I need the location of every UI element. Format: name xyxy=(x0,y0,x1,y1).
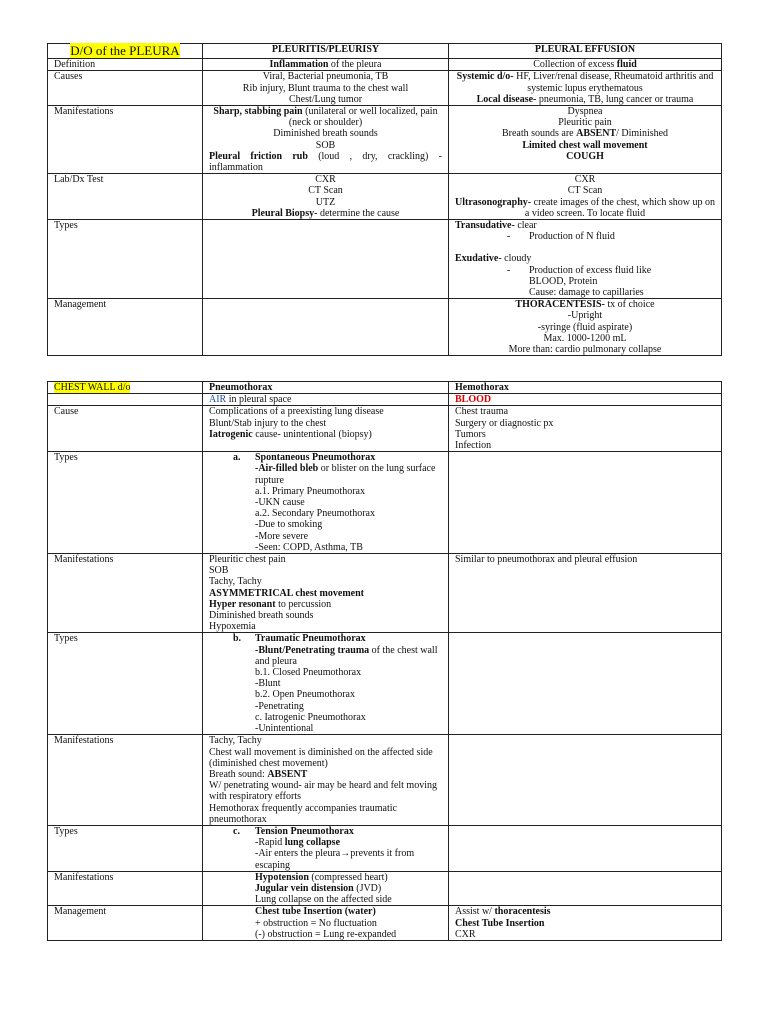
types-row xyxy=(48,220,722,299)
row-label: Types xyxy=(48,633,203,735)
manifestations-c-row xyxy=(48,871,722,906)
row-label: Management xyxy=(48,906,203,941)
labdx-row xyxy=(48,174,722,220)
chestwall-title: CHEST WALL d/o xyxy=(54,382,131,393)
row-label: Types xyxy=(48,825,203,871)
manifestations-row xyxy=(48,106,722,174)
chestwall-management-row xyxy=(48,906,722,941)
pneumothorax-cause: Complications of a preexisting lung disease Blunt/Stab injury to the chest Iatrogenic cause- unintentional (biopsy) xyxy=(203,406,449,452)
chestwall-title-cell xyxy=(48,382,203,394)
pneumothorax-types-b: b. Traumatic Pneumothorax -Blunt/Penetrating trauma of the chest wall and pleura b.1. Closed Pneumothorax -Blunt b.2. Open Pneumothorax -Penetrating c. Iatrogenic Pneumothorax -Unintentional xyxy=(203,633,449,735)
manifestations-b-row xyxy=(48,735,722,826)
pneumothorax-types-c: c. Tension Pneumothorax -Rapid lung collapse -Air enters the pleura→prevents it from escaping xyxy=(203,825,449,871)
row-label: Definition xyxy=(48,59,203,71)
pleuritis-manifestations: Sharp, stabbing pain (unilateral or well localized, pain (neck or shoulder) Diminished breath sounds SOB Pleural friction rub (loud , dry, crackling) - inflammation xyxy=(203,106,449,174)
effusion-types: Transudative- clear - Production of N fluid Exudative- cloudy - Production of excess fluid like BLOOD, Protein Cause: damage to capillaries xyxy=(449,220,722,299)
hemothorax-types-b xyxy=(449,633,722,735)
row-label xyxy=(48,394,203,406)
types-c-row xyxy=(48,825,722,871)
pleuritis-definition: Inflammation of the pleura xyxy=(203,59,449,71)
effusion-management: THORACENTESIS- tx of choice -Upright -syringe (fluid aspirate) Max. 1000-1200 mL More than: cardio pulmonary collapse xyxy=(449,299,722,356)
pleuritis-header: PLEURITIS/PLEURISY xyxy=(203,44,449,59)
effusion-manifestations: Dyspnea Pleuritic pain Breath sounds are ABSENT/ Diminished Limited chest wall movement COUGH xyxy=(449,106,722,174)
hemothorax-manifestations-a: Similar to pneumothorax and pleural effusion xyxy=(449,554,722,633)
hemothorax-types-a xyxy=(449,452,722,554)
hemothorax-manifestations-c xyxy=(449,871,722,906)
hemothorax-definition: BLOOD xyxy=(449,394,722,406)
effusion-labdx: CXR CT Scan Ultrasonography- create images of the chest, which show up on a video screen. To locate fluid xyxy=(449,174,722,220)
row-label: Manifestations xyxy=(48,735,203,826)
cause-row xyxy=(48,406,722,452)
pneumothorax-header: Pneumothorax xyxy=(203,382,449,394)
effusion-header: PLEURAL EFFUSION xyxy=(449,44,722,59)
pleura-header-row xyxy=(48,44,722,59)
pneumothorax-management: Chest tube Insertion (water) + obstruction = No fluctuation (-) obstruction = Lung re-expanded xyxy=(203,906,449,941)
pneumothorax-manifestations-b: Tachy, Tachy Chest wall movement is diminished on the affected side (diminished chest movement) Breath sound: ABSENT W/ penetrating wound- air may be heard and felt moving with respiratory efforts Hemothorax frequently accompanies traumatic pneumothorax xyxy=(203,735,449,826)
row-label: Cause xyxy=(48,406,203,452)
management-row xyxy=(48,299,722,356)
pneumothorax-manifestations-a: Pleuritic chest pain SOB Tachy, Tachy ASYMMETRICAL chest movement Hyper resonant to percussion Diminished breath sounds Hypoxemia xyxy=(203,554,449,633)
chestwall-header-row xyxy=(48,382,722,394)
chestwall-table xyxy=(47,381,722,941)
pneumothorax-manifestations-c: Hypotension (compressed heart) Jugular vein distension (JVD) Lung collapse on the affected side xyxy=(203,871,449,906)
row-label: Manifestations xyxy=(48,871,203,906)
hemothorax-cause: Chest trauma Surgery or diagnostic px Tumors Infection xyxy=(449,406,722,452)
effusion-definition: Collection of excess fluid xyxy=(449,59,722,71)
pleuritis-types xyxy=(203,220,449,299)
types-b-row xyxy=(48,633,722,735)
row-label: Types xyxy=(48,452,203,554)
row-label: Causes xyxy=(48,71,203,106)
arrow-right-icon: → xyxy=(340,848,351,860)
pleuritis-management xyxy=(203,299,449,356)
causes-row xyxy=(48,71,722,106)
pleura-title: D/O of the PLEURA xyxy=(70,43,180,58)
manifestations-a-row xyxy=(48,554,722,633)
pneumothorax-definition: AIR in pleural space xyxy=(203,394,449,406)
row-label: Manifestations xyxy=(48,106,203,174)
chestwall-definition-row xyxy=(48,394,722,406)
row-label: Lab/Dx Test xyxy=(48,174,203,220)
types-a-row xyxy=(48,452,722,554)
row-label: Types xyxy=(48,220,203,299)
hemothorax-header: Hemothorax xyxy=(449,382,722,394)
effusion-causes: Systemic d/o- HF, Liver/renal disease, Rheumatoid arthritis and systemic lupus erythematous Local disease- pneumonia, TB, lung cancer or trauma xyxy=(449,71,722,106)
hemothorax-management: Assist w/ thoracentesis Chest Tube Insertion CXR xyxy=(449,906,722,941)
pneumothorax-types-a: a. Spontaneous Pneumothorax -Air-filled bleb or blister on the lung surface rupture a.1. Primary Pneumothorax -UKN cause a.2. Secondary Pneumothorax -Due to smoking -More severe -Seen: COPD, Asthma, TB xyxy=(203,452,449,554)
pleuritis-labdx: CXR CT Scan UTZ Pleural Biopsy- determine the cause xyxy=(203,174,449,220)
hemothorax-types-c xyxy=(449,825,722,871)
row-label: Management xyxy=(48,299,203,356)
pleura-title-cell xyxy=(48,44,203,59)
row-label: Manifestations xyxy=(48,554,203,633)
hemothorax-manifestations-b xyxy=(449,735,722,826)
pleuritis-causes: Viral, Bacterial pneumonia, TB Rib injury, Blunt trauma to the chest wall Chest/Lung tumor xyxy=(203,71,449,106)
pleura-table xyxy=(47,43,722,356)
definition-row xyxy=(48,59,722,71)
